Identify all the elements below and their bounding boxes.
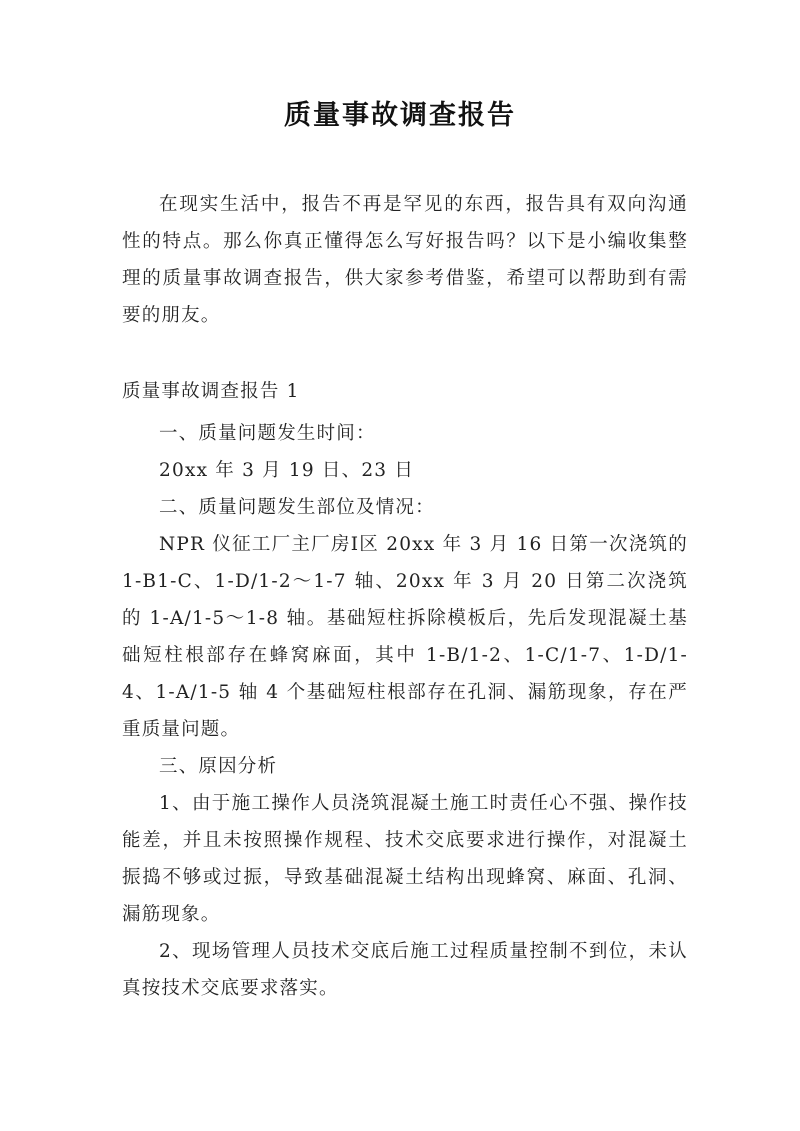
cause-item-2: 2、现场管理人员技术交底后施工过程质量控制不到位，未认真按技术交底要求落实。 <box>122 941 688 999</box>
occurrence-time-value: 20xx 年 3 月 19 日、23 日 <box>159 460 415 481</box>
section-heading: 质量事故调查报告 1 <box>122 381 300 402</box>
intro-paragraph: 在现实生活中，报告不再是罕见的东西，报告具有双向沟通性的特点。那么你真正懂得怎么写好报告吗？以下是小编收集整理的质量事故调查报告，供大家参考借鉴，希望可以帮助到有需要的朋友。 <box>122 194 688 326</box>
occurrence-time-heading: 一、质量问题发生时间： <box>159 423 376 444</box>
cause-analysis-heading: 三、原因分析 <box>159 756 278 777</box>
location-description: NPR 仪征工厂主厂房Ⅰ区 20xx 年 3 月 16 日第一次浇筑的 1-B1-C、1-D/1-2～1-7 轴、20xx 年 3 月 20 日第二次浇筑的 1-A/1-5～1-8 轴。基础短柱拆除模板后，先后发现混凝土基础短柱根部存在蜂窝麻面，其中 1-B/1-2、1-C/1-7、1-D/1-4、1-A/1-5 轴 4 个基础短柱根部存在孔洞、漏筋现象，存在严重质量问题。 <box>122 534 688 740</box>
document-title: 质量事故调查报告 <box>284 100 516 131</box>
body-text <box>122 415 688 1007</box>
location-heading: 二、质量问题发生部位及情况： <box>159 497 435 518</box>
cause-item-1: 1、由于施工操作人员浇筑混凝土施工时责任心不强、操作技能差，并且未按照操作规程、技术交底要求进行操作，对混凝土振捣不够或过振，导致基础混凝土结构出现蜂窝、麻面、孔洞、漏筋现象。 <box>122 793 688 925</box>
